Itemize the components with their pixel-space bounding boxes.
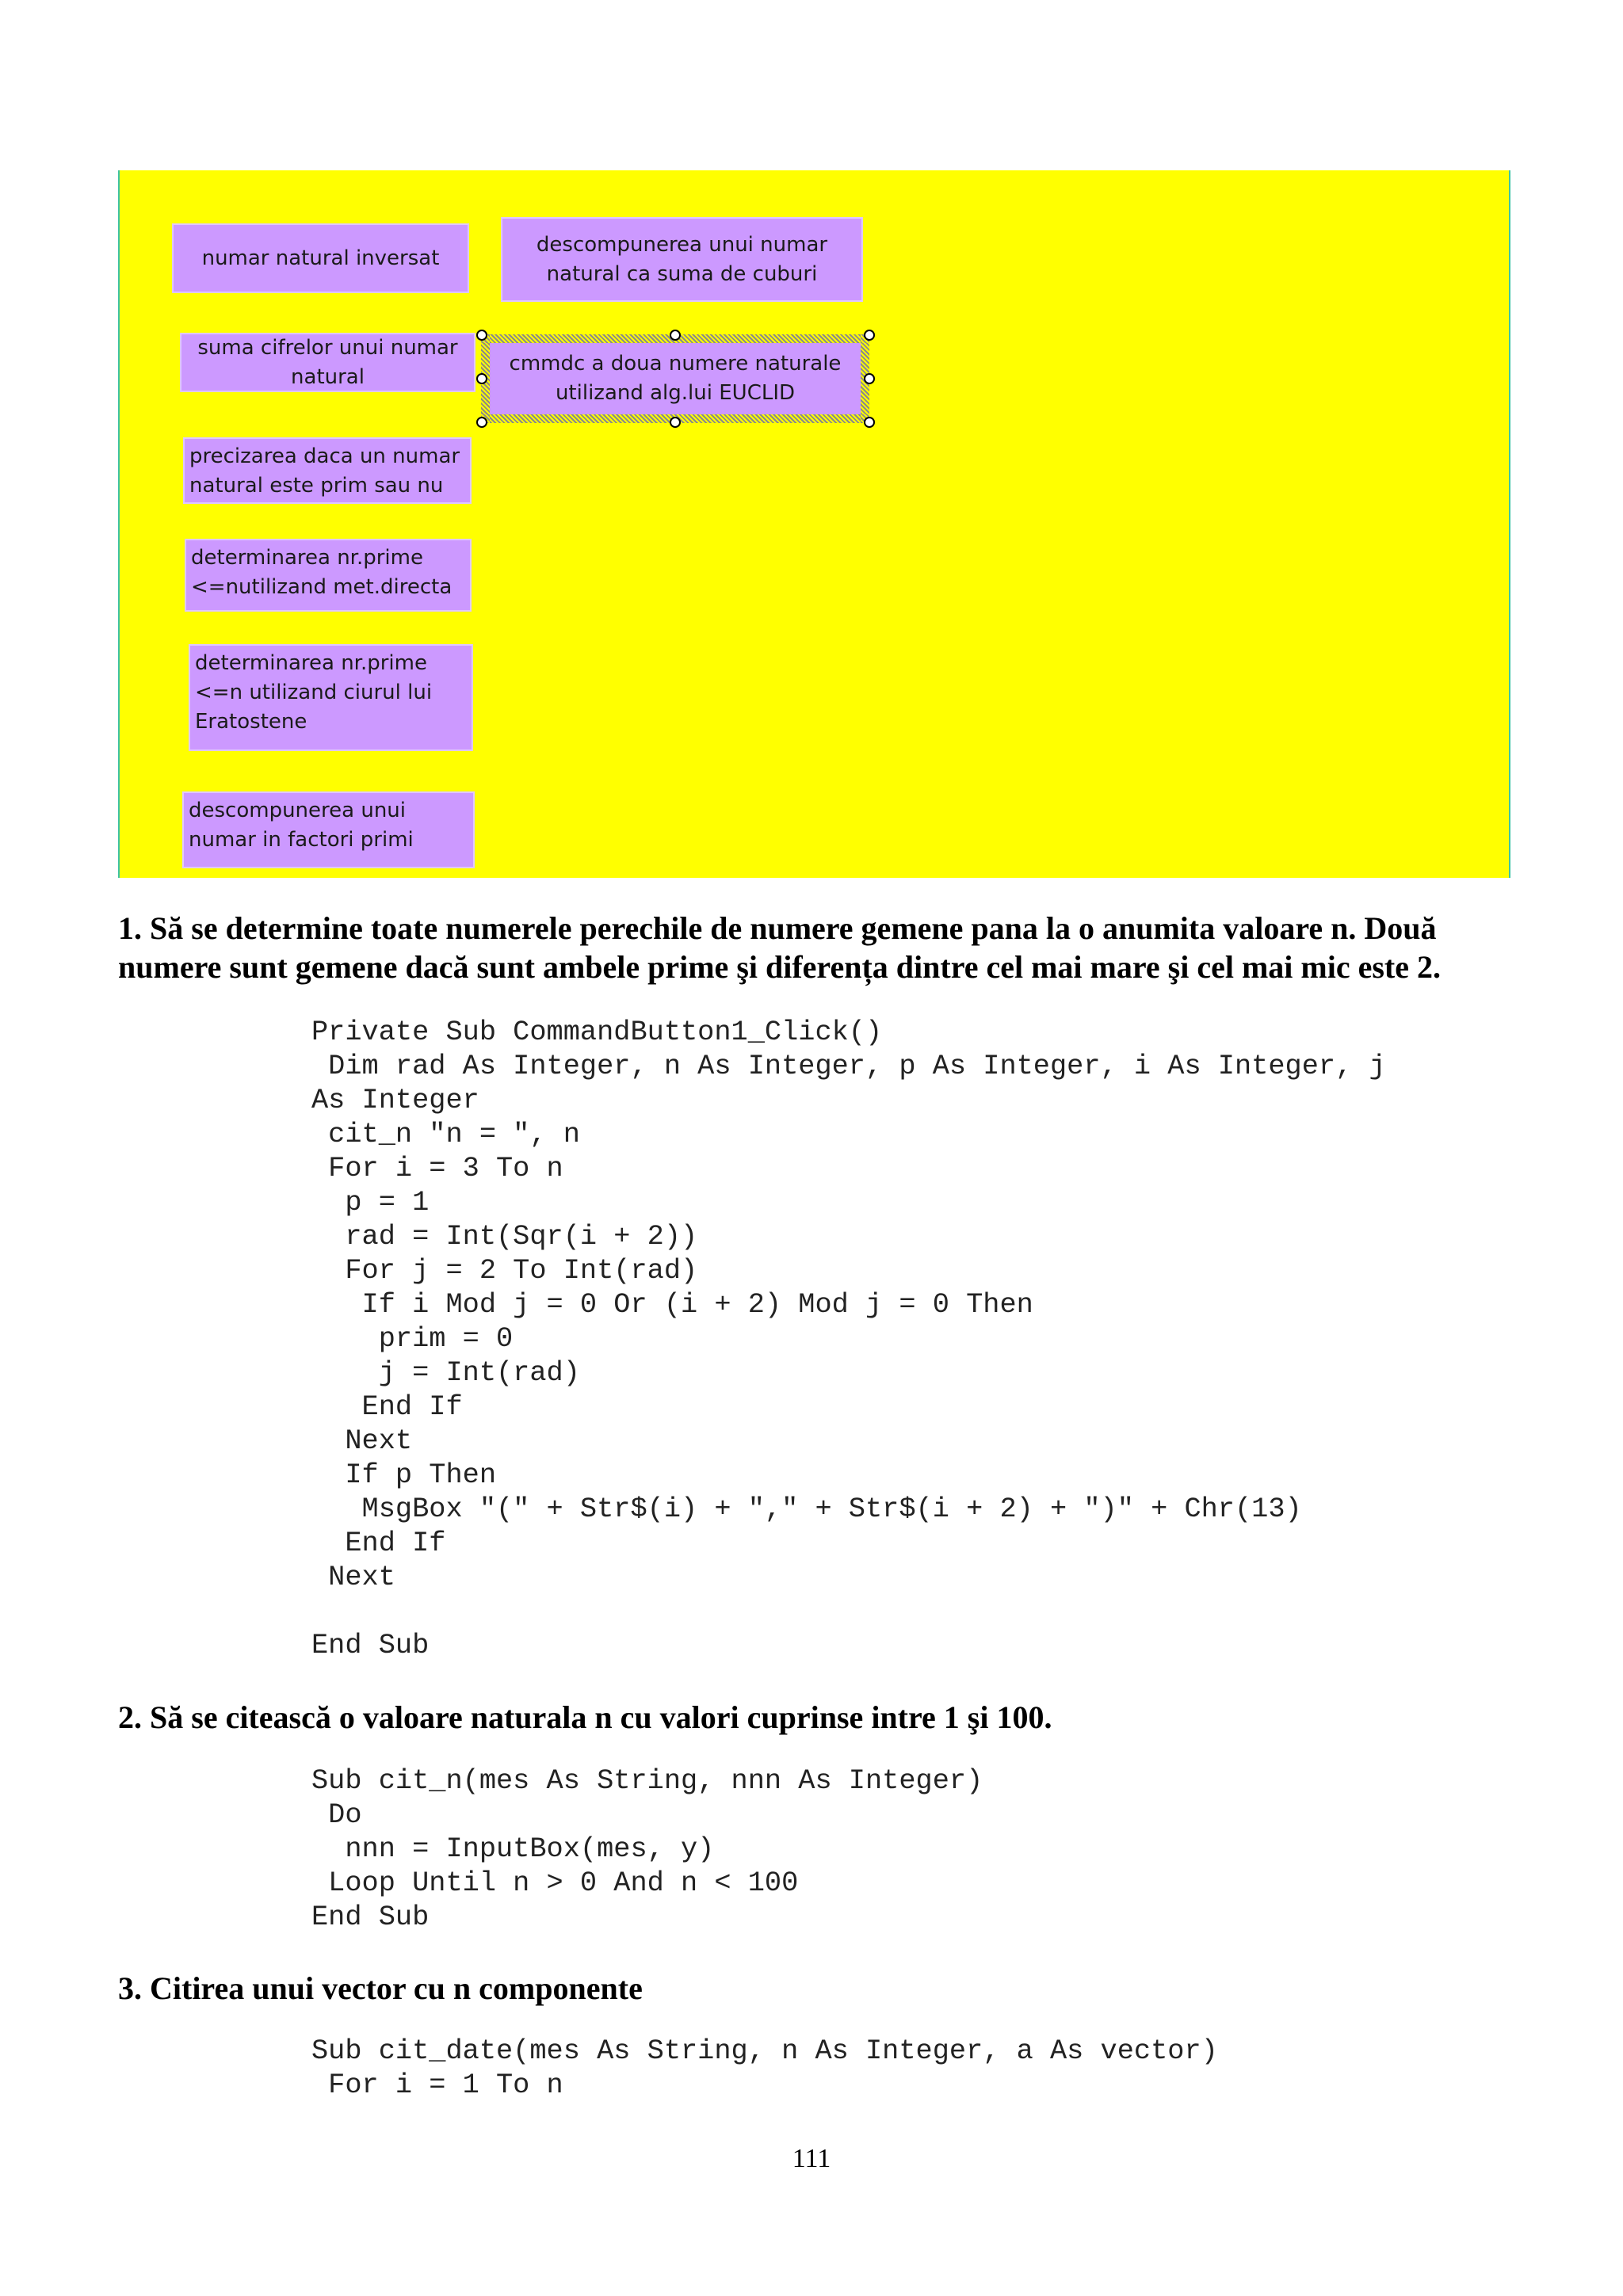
button-factori-primi[interactable]: descompunerea unui numar in factori primi [182, 791, 475, 868]
page-number: 111 [792, 2144, 831, 2173]
resize-handle-right[interactable] [864, 373, 875, 384]
resize-handle-top-left[interactable] [476, 330, 487, 341]
section-3-code: Sub cit_date(mes As String, n As Integer, a As vector) For i = 1 To n [311, 2035, 1218, 2101]
form-designer-canvas [118, 170, 1510, 878]
resize-handle-top-right[interactable] [864, 330, 875, 341]
button-ciurul-eratostene[interactable]: determinarea nr.prime <=n utilizand ciurul lui Eratostene [189, 644, 473, 751]
section-2-heading: 2. Să se citească o valoare naturala n cu valori cuprinse intre 1 şi 100. [118, 1699, 1052, 1735]
section-3-heading: 3. Citirea unui vector cu n componente [118, 1970, 643, 2006]
resize-handle-bottom[interactable] [670, 417, 681, 428]
button-suma-cifrelor[interactable]: suma cifrelor unui numar natural [180, 333, 475, 392]
section-2-code: Sub cit_n(mes As String, nnn As Integer) Do nnn = InputBox(mes, y) Loop Until n > 0 And n < 100 End Sub [311, 1765, 983, 1933]
button-cmmdc-euclid[interactable]: cmmdc a doua numere naturale utilizand alg.lui EUCLID [491, 344, 860, 414]
button-numar-inversat[interactable]: numar natural inversat [172, 223, 469, 293]
resize-handle-left[interactable] [476, 373, 487, 384]
button-suma-de-cuburi[interactable]: descompunerea unui numar natural ca suma de cuburi [501, 217, 863, 302]
resize-handle-bottom-left[interactable] [476, 417, 487, 428]
section-1-heading: 1. Să se determine toate numerele perechile de numere gemene pana la o anumita valoare n. Două numere sunt gemene dacă sunt ambele prime şi diferența dintre cel mai mare şi cel mai mic este 2. [118, 910, 1441, 985]
button-numar-prim[interactable]: precizarea daca un numar natural este prim sau nu [183, 437, 472, 504]
button-prime-metoda-directa[interactable]: determinarea nr.prime <=nutilizand met.directa [185, 539, 472, 612]
resize-handle-top[interactable] [670, 330, 681, 341]
resize-handle-bottom-right[interactable] [864, 417, 875, 428]
section-1-code: Private Sub CommandButton1_Click() Dim rad As Integer, n As Integer, p As Integer, i As Integer, j As Integer cit_n "n = ", n For i = 3 To n p = 1 rad = Int(Sqr(i + 2)) For j = 2 To Int(rad) If i Mod j = 0 Or (i + 2) Mod j = 0 Then prim = 0 j = Int(rad) End If Next If p Then MsgBox "(" + Str$(i) + "," + Str$(i + 2) + ")" + Chr(13) End If Next End Sub [311, 1016, 1386, 1661]
